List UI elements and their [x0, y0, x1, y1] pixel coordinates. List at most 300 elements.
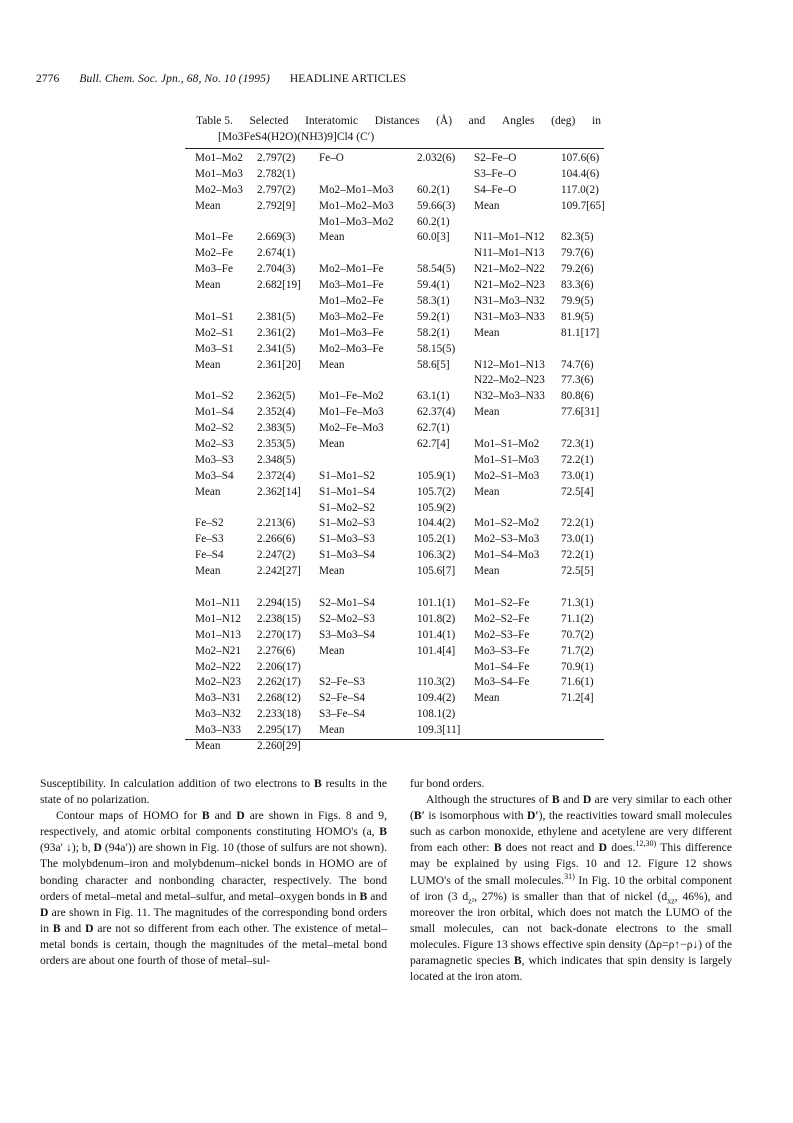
bond-value: 60.2(1)	[417, 183, 450, 196]
bond-value: 2.032(6)	[417, 152, 456, 164]
table-row	[319, 151, 471, 167]
bond-value: 81.1[17]	[561, 326, 600, 339]
bond-label: Mean	[319, 358, 345, 371]
bond-value: 105.9(2)	[417, 501, 456, 514]
bond-label: Mo2–S1–Mo3	[474, 469, 540, 482]
table-row	[474, 326, 604, 342]
bond-value: 2.682[19]	[257, 279, 301, 292]
bond-value: 60.0[3]	[417, 231, 450, 244]
bond-label: Mo1–N12	[195, 612, 241, 625]
bond-label: Mo1–Fe–Mo3	[319, 406, 384, 419]
table-row	[195, 675, 315, 691]
running-header	[36, 73, 406, 85]
bond-value: 2.792[9]	[257, 199, 296, 212]
table-row	[195, 358, 315, 374]
table-row	[474, 405, 604, 421]
paragraph: fur bond orders.	[410, 777, 485, 790]
table-row	[319, 723, 471, 739]
bond-label: Mo1–Mo2	[195, 152, 243, 164]
bond-value: 2.674(1)	[257, 247, 296, 260]
bond-label: Mo2–S1	[195, 326, 234, 339]
bond-value: 2.206(17)	[257, 660, 301, 673]
bond-value: 104.4(6)	[561, 167, 600, 180]
bond-label: Mo3–S4	[195, 469, 234, 482]
table-column-1	[195, 151, 315, 755]
table-caption-formula: [Mo3FeS4(H2O)(NH3)9]Cl4 (C′)	[218, 131, 375, 143]
bond-value: 71.2[4]	[561, 692, 594, 705]
bond-label: Fe–S2	[195, 517, 224, 530]
bond-label: Mo1–Mo3	[195, 167, 243, 180]
bond-label: Mo1–S2–Mo2	[474, 517, 540, 530]
table-row	[319, 501, 471, 517]
bond-label: S1–Mo1–S2	[319, 469, 375, 482]
table-column-2	[319, 151, 471, 739]
table-row	[195, 548, 315, 564]
caption-word: Angles	[501, 115, 535, 127]
bond-label: Mo1–N13	[195, 628, 241, 641]
bond-label: S1–Mo3–S3	[319, 533, 375, 546]
table-row	[474, 167, 604, 183]
table-row	[319, 167, 471, 183]
bond-value: 104.4(2)	[417, 517, 456, 530]
bond-value: 2.233(18)	[257, 708, 301, 721]
table-row	[195, 230, 315, 246]
bond-value: 74.7(6)	[561, 358, 594, 371]
bond-value: 58.54(5)	[417, 263, 456, 276]
bond-label: Mean	[474, 485, 500, 498]
table-row	[195, 421, 315, 437]
bond-value: 62.7[4]	[417, 438, 450, 451]
bond-label: Mean	[319, 231, 345, 244]
bond-label: S1–Mo3–S4	[319, 549, 375, 562]
bond-label: Mean	[474, 565, 500, 578]
table-row	[319, 326, 471, 342]
bond-label: Mo2–S3	[195, 438, 234, 451]
bond-label: N21–Mo2–N23	[474, 279, 545, 292]
table-row	[319, 389, 471, 405]
table-row	[195, 660, 315, 676]
table-row	[474, 421, 604, 437]
bond-label: Mean	[195, 485, 221, 498]
table-row	[195, 564, 315, 580]
bond-value: 2.353(5)	[257, 438, 296, 451]
caption-word: in	[592, 115, 601, 127]
table-row	[195, 485, 315, 501]
bond-value: 105.2(1)	[417, 533, 456, 546]
bond-label: Mo2–S3–Fe	[474, 628, 530, 641]
bond-value: 2.669(3)	[257, 231, 296, 244]
table-row	[195, 501, 315, 517]
table-row	[195, 628, 315, 644]
bond-label: Mean	[474, 692, 500, 705]
bond-label: Fe–S3	[195, 533, 224, 546]
body-column-right	[410, 776, 732, 985]
bond-label: S2–Mo2–S3	[319, 612, 375, 625]
bond-value: 105.9(1)	[417, 469, 456, 482]
bond-value: 117.0(2)	[561, 183, 599, 196]
caption-word: Interatomic	[305, 115, 359, 127]
table-top-rule	[185, 148, 604, 149]
table-row	[319, 246, 471, 262]
bond-value: 2.372(4)	[257, 469, 296, 482]
bond-value: 105.7(2)	[417, 485, 456, 498]
bond-value: 77.3(6)	[561, 374, 594, 387]
bond-value: 73.0(1)	[561, 469, 594, 482]
table-row	[474, 230, 604, 246]
bond-value: 2.348(5)	[257, 453, 296, 466]
bond-value: 105.6[7]	[417, 565, 456, 578]
table-row	[195, 691, 315, 707]
bond-label: Mo1–S2	[195, 390, 234, 403]
bond-value: 109.3[11]	[417, 724, 461, 737]
bond-value: 82.3(5)	[561, 231, 594, 244]
bond-label: S2–Fe–O	[474, 152, 517, 164]
bond-value: 2.704(3)	[257, 263, 296, 276]
paragraph: Although the structures of B and D are very similar to each other (B′ is isomorphous with D′), the reactivities toward small molecules such as carbon monoxide, ethylene and acetylene are very different from each other: B does not react and D does.$^{12,30)}$ This difference may be explained by using Figs. 10 and 12. Figure 12 shows LUMO's of the small molecules.$^{31)}$ In Fig. 10 the orbital component of iron (3 $d_{z^2}$, 27%) is smaller than that of nickel ($d_{xz}$, 46%), and moreover the iron orbital, which does not match the LUMO of the small molecules, can not back-donate electrons to the small molecules. Figure 13 shows effective spin density (Δρ=ρ↑−ρ↓) of the paramagnetic species B, which indicates that spin density is largely located at the iron atom.	[410, 793, 733, 984]
bond-label: Mean	[319, 438, 345, 451]
table-row	[474, 373, 604, 389]
table-row	[319, 612, 471, 628]
table-row	[319, 675, 471, 691]
bond-value: 107.6(6)	[561, 152, 600, 164]
bond-value: 101.4[4]	[417, 644, 456, 657]
table-row	[474, 548, 604, 564]
table-column-3	[474, 151, 604, 707]
table-row	[474, 675, 604, 691]
bond-label: Mo1–Fe–Mo2	[319, 390, 384, 403]
table-row	[319, 485, 471, 501]
table-row	[319, 453, 471, 469]
table-row	[319, 628, 471, 644]
table-row	[474, 262, 604, 278]
bond-value: 72.2(1)	[561, 453, 594, 466]
bond-label: Mean	[195, 279, 221, 292]
bond-label: Mo2–Fe	[195, 247, 233, 260]
table-row	[474, 199, 604, 215]
bond-value: 70.9(1)	[561, 660, 594, 673]
bond-value: 83.3(6)	[561, 279, 594, 292]
bond-value: 59.66(3)	[417, 199, 456, 212]
table-row	[319, 358, 471, 374]
bond-value: 2.247(2)	[257, 549, 296, 562]
table-row	[195, 612, 315, 628]
section-label: HEADLINE ARTICLES	[289, 73, 407, 85]
table-row	[474, 485, 604, 501]
bond-value: 62.7(1)	[417, 422, 450, 435]
bond-value: 2.242[27]	[257, 565, 301, 578]
table-row	[474, 580, 604, 596]
bond-label: Mo1–S4–Fe	[474, 660, 530, 673]
table-caption	[196, 113, 601, 145]
bond-value: 60.2(1)	[417, 215, 450, 228]
table-row	[319, 707, 471, 723]
bond-label: Mo1–S4–Mo3	[474, 549, 540, 562]
bond-label: Mo1–S1–Mo3	[474, 453, 540, 466]
bond-label: Mo2–Mo3	[195, 183, 243, 196]
table-row	[474, 469, 604, 485]
bond-value: 2.361[20]	[257, 358, 301, 371]
bond-value: 71.3(1)	[561, 596, 594, 609]
table-row	[474, 564, 604, 580]
table-row	[195, 707, 315, 723]
table-row	[319, 405, 471, 421]
bond-value: 72.5[4]	[561, 485, 594, 498]
table-row	[319, 342, 471, 358]
bond-value: 81.9(5)	[561, 310, 594, 323]
table-row	[195, 183, 315, 199]
table-row	[319, 373, 471, 389]
table-row	[474, 532, 604, 548]
bond-value: 58.2(1)	[417, 326, 450, 339]
bond-label: Mo2–Fe–Mo3	[319, 422, 384, 435]
bond-label: Mean	[195, 565, 221, 578]
bond-value: 2.262(17)	[257, 676, 301, 689]
caption-word: Distances	[374, 115, 420, 127]
bond-label: Mean	[474, 326, 500, 339]
body-column-left	[40, 776, 387, 969]
bond-label: Mo1–Mo3–Mo2	[319, 215, 394, 228]
bond-value: 71.6(1)	[561, 676, 594, 689]
table-row	[474, 310, 604, 326]
table-row	[195, 723, 315, 739]
bond-label: Mo3–S3–Fe	[474, 644, 530, 657]
table-row	[474, 358, 604, 374]
bond-label: Mo3–Mo1–Fe	[319, 279, 384, 292]
table-row	[195, 215, 315, 231]
table-row	[474, 596, 604, 612]
table-row	[195, 516, 315, 532]
bond-label: S1–Mo2–S3	[319, 517, 375, 530]
bond-label: Mean	[319, 644, 345, 657]
page-number: 2776	[36, 73, 60, 85]
caption-word: Selected	[249, 115, 289, 127]
bond-value: 72.3(1)	[561, 438, 594, 451]
bond-label: Fe–O	[319, 152, 344, 164]
bond-label: S2–Fe–S4	[319, 692, 366, 705]
bond-label: S1–Mo1–S4	[319, 485, 375, 498]
bond-value: 2.295(17)	[257, 724, 301, 737]
table-row	[319, 199, 471, 215]
table-row	[319, 691, 471, 707]
table-row	[195, 246, 315, 262]
bond-label: Mo1–S2–Fe	[474, 596, 530, 609]
journal-citation: Bull. Chem. Soc. Jpn., 68, No. 10 (1995)	[79, 73, 270, 85]
bond-value: 101.4(1)	[417, 628, 456, 641]
table-row	[195, 596, 315, 612]
bond-label: Mo2–N23	[195, 676, 241, 689]
caption-word: (Å)	[436, 115, 453, 127]
bond-label: Mo3–Fe	[195, 263, 233, 276]
table-row	[319, 564, 471, 580]
table-row	[474, 453, 604, 469]
bond-label: S3–Fe–O	[474, 167, 517, 180]
table-row	[195, 644, 315, 660]
table-row	[474, 389, 604, 405]
caption-word: and	[468, 115, 486, 127]
bond-label: Mo1–Mo3–Fe	[319, 326, 384, 339]
bond-value: 2.268(12)	[257, 692, 301, 705]
bond-value: 2.361(2)	[257, 326, 296, 339]
bond-label: S4–Fe–O	[474, 183, 517, 196]
bond-value: 63.1(1)	[417, 390, 450, 403]
bond-value: 108.1(2)	[417, 708, 456, 721]
table-row	[319, 660, 471, 676]
table-row	[474, 294, 604, 310]
table-row	[195, 199, 315, 215]
bond-label: Mo1–N11	[195, 596, 241, 609]
bond-value: 2.797(2)	[257, 152, 296, 164]
bond-label: Mo2–N22	[195, 660, 241, 673]
bond-value: 101.1(1)	[417, 596, 456, 609]
table-row	[319, 548, 471, 564]
bond-label: N21–Mo2–N22	[474, 263, 545, 276]
table-row	[195, 532, 315, 548]
table-row	[319, 532, 471, 548]
table-row	[195, 405, 315, 421]
bond-value: 72.5[5]	[561, 565, 594, 578]
bond-label: Mean	[195, 199, 221, 212]
bond-value: 2.797(2)	[257, 183, 296, 196]
bond-label: Mean	[195, 739, 221, 752]
bond-label: N31–Mo3–N33	[474, 310, 545, 323]
bond-label: Mo3–N33	[195, 724, 241, 737]
table-row	[319, 421, 471, 437]
bond-label: N31–Mo3–N32	[474, 295, 545, 308]
bond-label: N32–Mo3–N33	[474, 390, 545, 403]
table-row	[319, 262, 471, 278]
table-row	[474, 691, 604, 707]
bond-label: Mo1–Fe	[195, 231, 233, 244]
bond-label: S1–Mo2–S2	[319, 501, 375, 514]
bond-label: Mo2–N21	[195, 644, 241, 657]
paragraph: Susceptibility. In calculation addition of two electrons to B results in the state of no polarization.	[40, 777, 387, 807]
table-row	[195, 373, 315, 389]
table-row	[195, 469, 315, 485]
bond-label: N11–Mo1–N13	[474, 247, 545, 260]
bond-label: Mo1–Mo2–Fe	[319, 295, 384, 308]
bond-label: Mo1–S1	[195, 310, 234, 323]
table-row	[319, 580, 471, 596]
bond-label: Mo2–S2	[195, 422, 234, 435]
bond-value: 59.2(1)	[417, 310, 450, 323]
bond-label: Mo3–Mo2–Fe	[319, 310, 384, 323]
table-row	[474, 501, 604, 517]
distances-angles-table	[0, 151, 793, 752]
bond-value: 72.2(1)	[561, 549, 594, 562]
bond-value: 2.381(5)	[257, 310, 296, 323]
table-row	[195, 326, 315, 342]
table-row	[474, 215, 604, 231]
bond-value: 79.2(6)	[561, 263, 594, 276]
table-row	[195, 310, 315, 326]
bond-value: 58.3(1)	[417, 295, 450, 308]
bond-label: Mo3–N31	[195, 692, 241, 705]
bond-value: 106.3(2)	[417, 549, 456, 562]
bond-value: 2.276(6)	[257, 644, 296, 657]
bond-label: N11–Mo1–N12	[474, 231, 545, 244]
table-row	[195, 342, 315, 358]
table-row	[195, 167, 315, 183]
table-row	[195, 294, 315, 310]
bond-value: 2.383(5)	[257, 422, 296, 435]
table-row	[195, 453, 315, 469]
bond-label: N12–Mo1–N13	[474, 358, 545, 371]
table-row	[474, 183, 604, 199]
bond-value: 2.238(15)	[257, 612, 301, 625]
table-row	[319, 644, 471, 660]
table-row	[474, 246, 604, 262]
bond-label: Mean	[474, 406, 500, 419]
bond-value: 79.7(6)	[561, 247, 594, 260]
bond-value: 101.8(2)	[417, 612, 456, 625]
bond-label: N22–Mo2–N23	[474, 374, 545, 387]
bond-label: Mo1–S1–Mo2	[474, 438, 540, 451]
bond-label: Mo2–S2–Fe	[474, 612, 530, 625]
bond-label: S3–Mo3–S4	[319, 628, 375, 641]
bond-label: Mo3–S4–Fe	[474, 676, 530, 689]
table-caption-line-1	[196, 113, 601, 129]
bond-value: 58.15(5)	[417, 342, 456, 355]
bond-label: S3–Fe–S4	[319, 708, 366, 721]
caption-word: (deg)	[551, 115, 576, 127]
table-row	[195, 739, 315, 755]
bond-value: 109.7[65]	[561, 199, 605, 212]
table-row	[195, 437, 315, 453]
bond-value: 71.1(2)	[561, 612, 594, 625]
table-row	[319, 230, 471, 246]
table-row	[474, 437, 604, 453]
table-row	[319, 516, 471, 532]
bond-value: 80.8(6)	[561, 390, 594, 403]
bond-value: 2.294(15)	[257, 596, 301, 609]
table-row	[319, 215, 471, 231]
bond-value: 109.4(2)	[417, 692, 456, 705]
bond-label: Mo1–Mo2–Mo3	[319, 199, 394, 212]
bond-value: 59.4(1)	[417, 279, 450, 292]
table-row	[474, 628, 604, 644]
bond-label: Mo2–Mo1–Fe	[319, 263, 384, 276]
caption-word: Table 5.	[196, 115, 233, 127]
table-row	[319, 437, 471, 453]
table-row	[195, 389, 315, 405]
table-row	[474, 660, 604, 676]
table-row	[195, 262, 315, 278]
bond-label: Mo2–Mo1–Mo3	[319, 183, 394, 196]
bond-value: 2.266(6)	[257, 533, 296, 546]
bond-label: Mo2–S3–Mo3	[474, 533, 540, 546]
bond-label: Mo3–S3	[195, 453, 234, 466]
bond-value: 58.6[5]	[417, 358, 450, 371]
table-row	[195, 278, 315, 294]
bond-value: 110.3(2)	[417, 676, 455, 689]
paragraph: Contour maps of HOMO for B and D are shown in Figs. 8 and 9, respectively, and atomic orbital components constituting HOMO's (a, B (93a′ ↓); b, D (94a′)) are shown in Fig. 10 (those of sulfurs are not shown). The molybdenum–iron and molybdenum–nickel bonds in HOMO are of bonding character and nonbonding character, respectively. The bond orders of metal–metal and metal–sulfur, and metal–oxygen bonds in B and D are shown in Fig. 11. The magnitudes of the corresponding bond orders in B and D are not so different from each other. The existence of metal–metal bonds is certain, though the magnitudes of the metal–metal bond orders are about one fourth of those of metal–sul-	[40, 809, 387, 968]
bond-value: 2.352(4)	[257, 406, 296, 419]
bond-label: Mo3–S1	[195, 342, 234, 355]
bond-label: Mean	[195, 358, 221, 371]
bond-label: Mean	[319, 565, 345, 578]
bond-value: 2.260[29]	[257, 739, 301, 752]
table-row	[319, 294, 471, 310]
bond-value: 77.6[31]	[561, 406, 600, 419]
bond-value: 2.341(5)	[257, 342, 296, 355]
table-row	[474, 612, 604, 628]
bond-label: Mean	[319, 724, 345, 737]
table-row	[319, 469, 471, 485]
table-row	[319, 310, 471, 326]
bond-label: Mo2–Mo3–Fe	[319, 342, 384, 355]
bond-label: S2–Fe–S3	[319, 676, 366, 689]
bond-value: 73.0(1)	[561, 533, 594, 546]
